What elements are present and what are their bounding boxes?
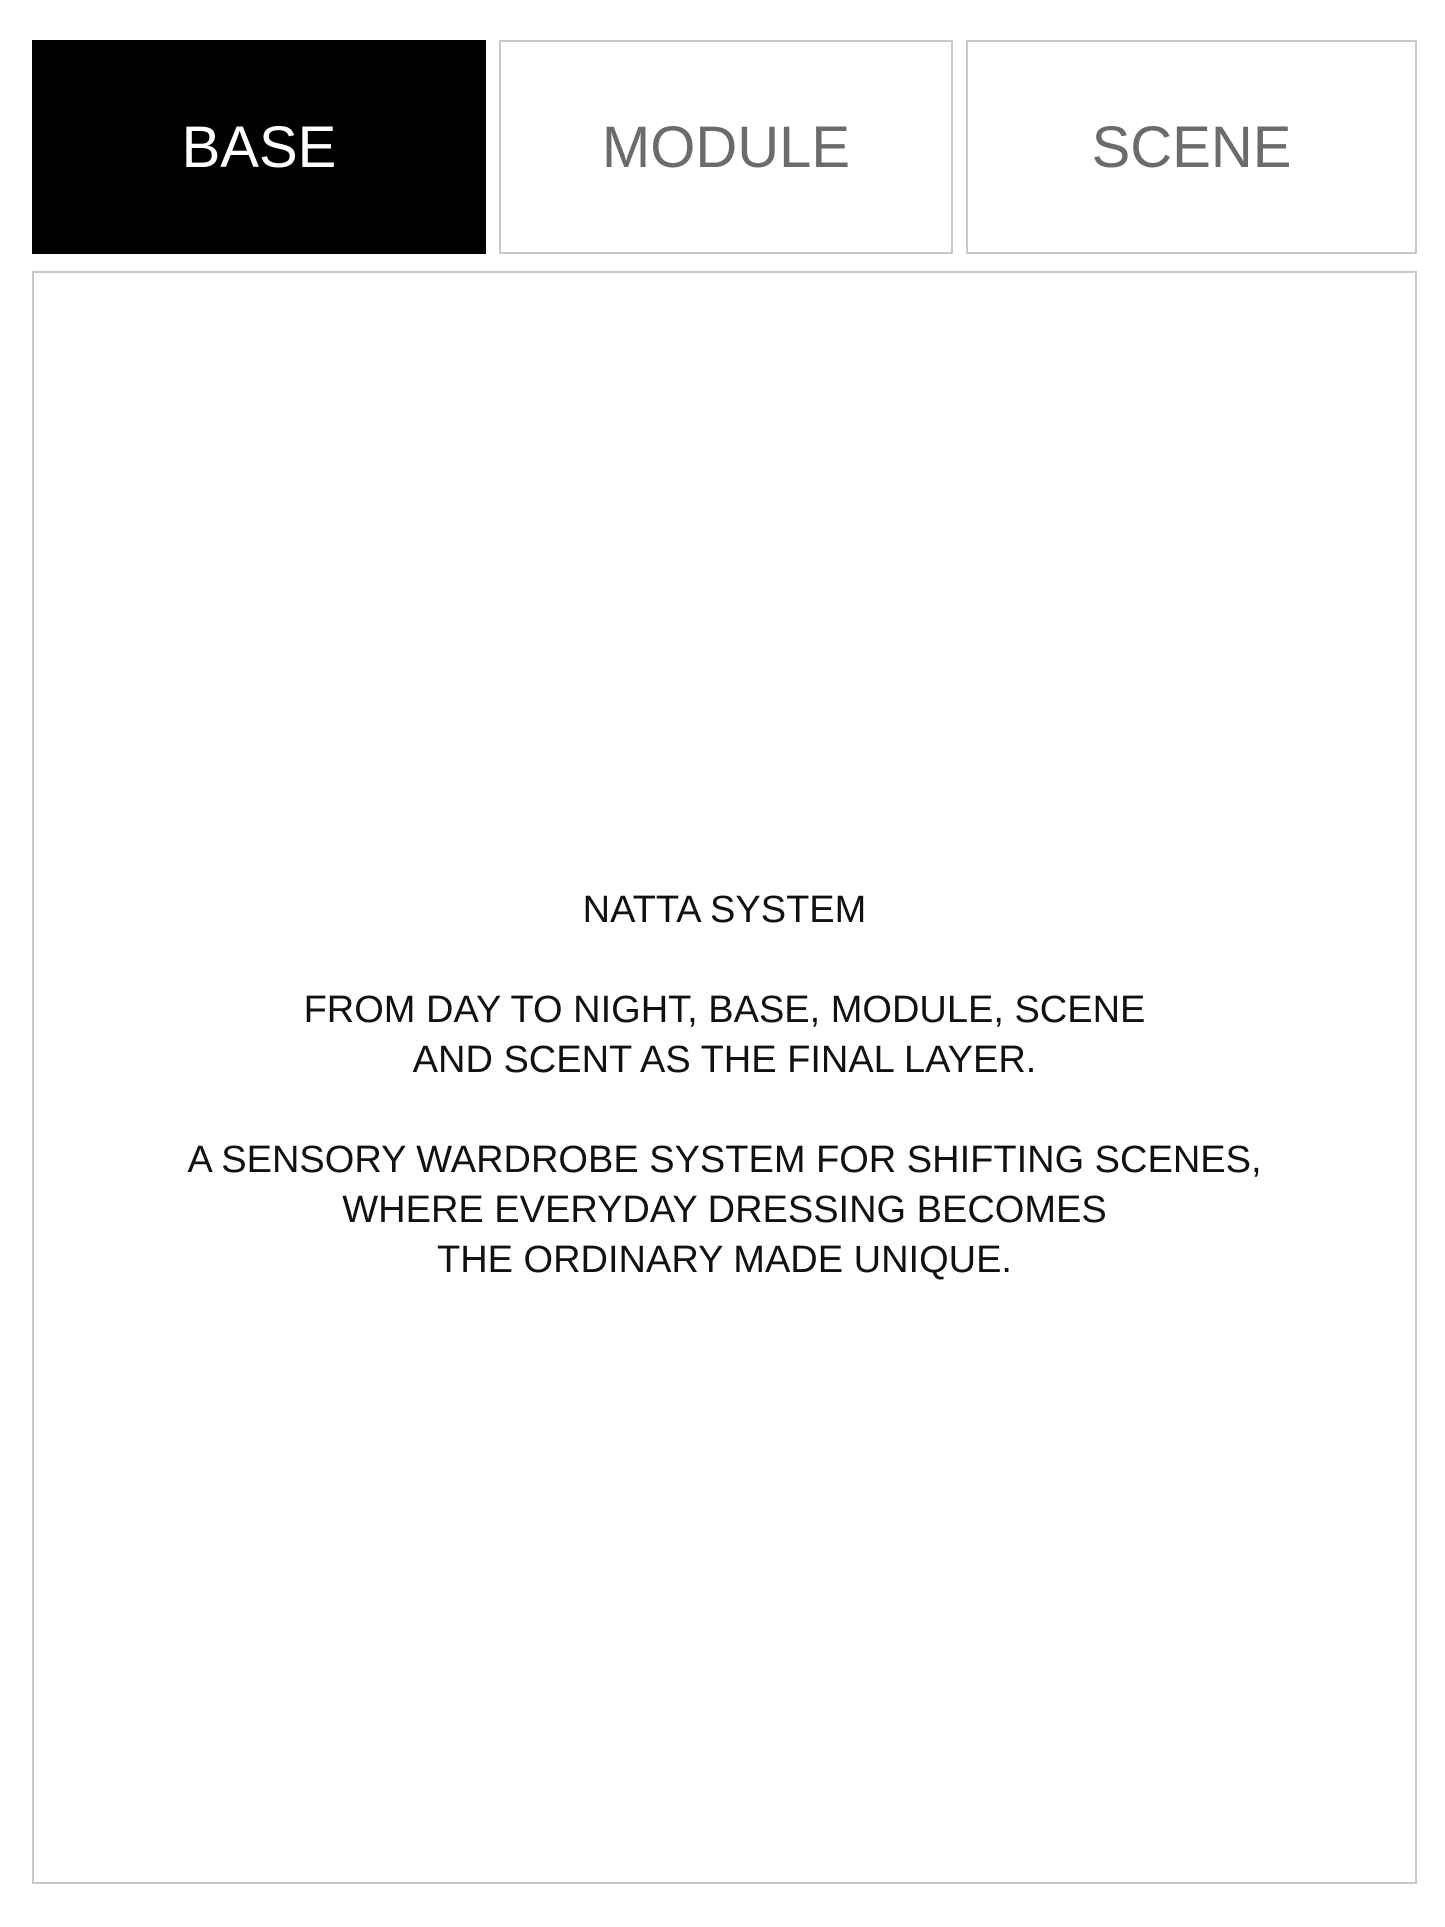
tab-bar [32, 40, 1417, 254]
tab-base-label: BASE [181, 114, 337, 180]
paragraph-1-line-2: AND SCENT AS THE FINAL LAYER. [412, 1039, 1037, 1081]
tab-module[interactable] [499, 40, 953, 254]
panel-heading: NATTA SYSTEM [582, 889, 867, 931]
paragraph-2-line-3: THE ORDINARY MADE UNIQUE. [436, 1239, 1012, 1281]
tab-scene[interactable] [966, 40, 1417, 254]
spacer [34, 1085, 1415, 1135]
tab-base[interactable] [32, 40, 486, 254]
tab-scene-label: SCENE [1091, 114, 1292, 180]
panel-text [34, 885, 1415, 1285]
paragraph-2-line-1: A SENSORY WARDROBE SYSTEM FOR SHIFTING SCENES, [187, 1139, 1262, 1181]
tab-module-label: MODULE [601, 114, 851, 180]
content-panel [32, 271, 1417, 1884]
spacer [34, 935, 1415, 985]
paragraph-1-line-1: FROM DAY TO NIGHT, BASE, MODULE, SCENE [303, 989, 1146, 1031]
paragraph-2-line-2: WHERE EVERYDAY DRESSING BECOMES [342, 1189, 1107, 1231]
